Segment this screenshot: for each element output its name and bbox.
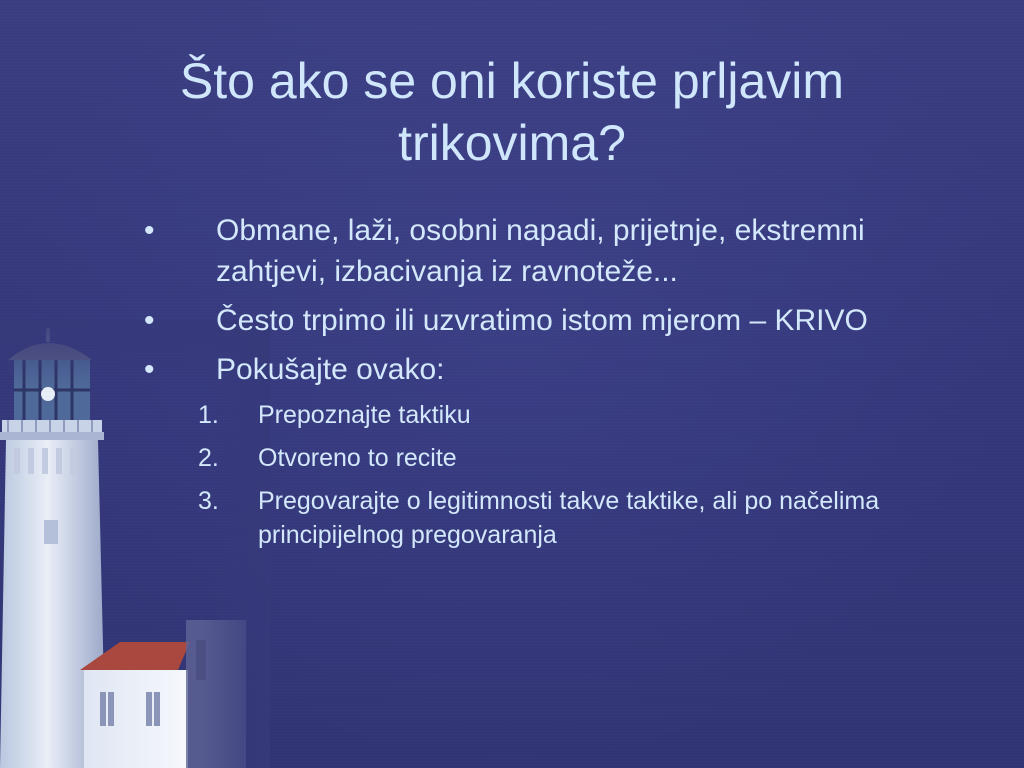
bullet-text: Pokušajte ovako: — [216, 353, 445, 386]
bullet-marker: • — [144, 214, 155, 247]
bullet-item — [140, 300, 940, 341]
bullet-item — [140, 349, 940, 390]
slide-title: Što ako se oni koriste prljavim trikovima? — [179, 53, 845, 171]
step-item — [140, 441, 940, 475]
step-number: 1. — [198, 401, 219, 429]
step-item — [140, 484, 940, 552]
step-text: Pregovarajte o legitimnosti takve taktike, ali po načelima principijelnog pregovaranja — [258, 487, 880, 549]
slide-content — [140, 210, 940, 561]
step-text: Otvoreno to recite — [258, 444, 457, 472]
bullet-list — [140, 210, 940, 390]
bullet-marker: • — [144, 304, 155, 337]
step-item — [140, 398, 940, 432]
step-text: Prepoznajte taktiku — [258, 401, 471, 429]
bullet-text: Obmane, laži, osobni napadi, prijetnje, ekstremni zahtjevi, izbacivanja iz ravnoteže... — [216, 214, 865, 288]
step-number: 2. — [198, 444, 219, 472]
step-number: 3. — [198, 487, 219, 515]
bullet-text: Često trpimo ili uzvratimo istom mjerom – KRIVO — [216, 304, 868, 337]
bullet-item — [140, 210, 940, 292]
numbered-steps-list — [140, 398, 940, 552]
bullet-marker: • — [144, 353, 155, 386]
